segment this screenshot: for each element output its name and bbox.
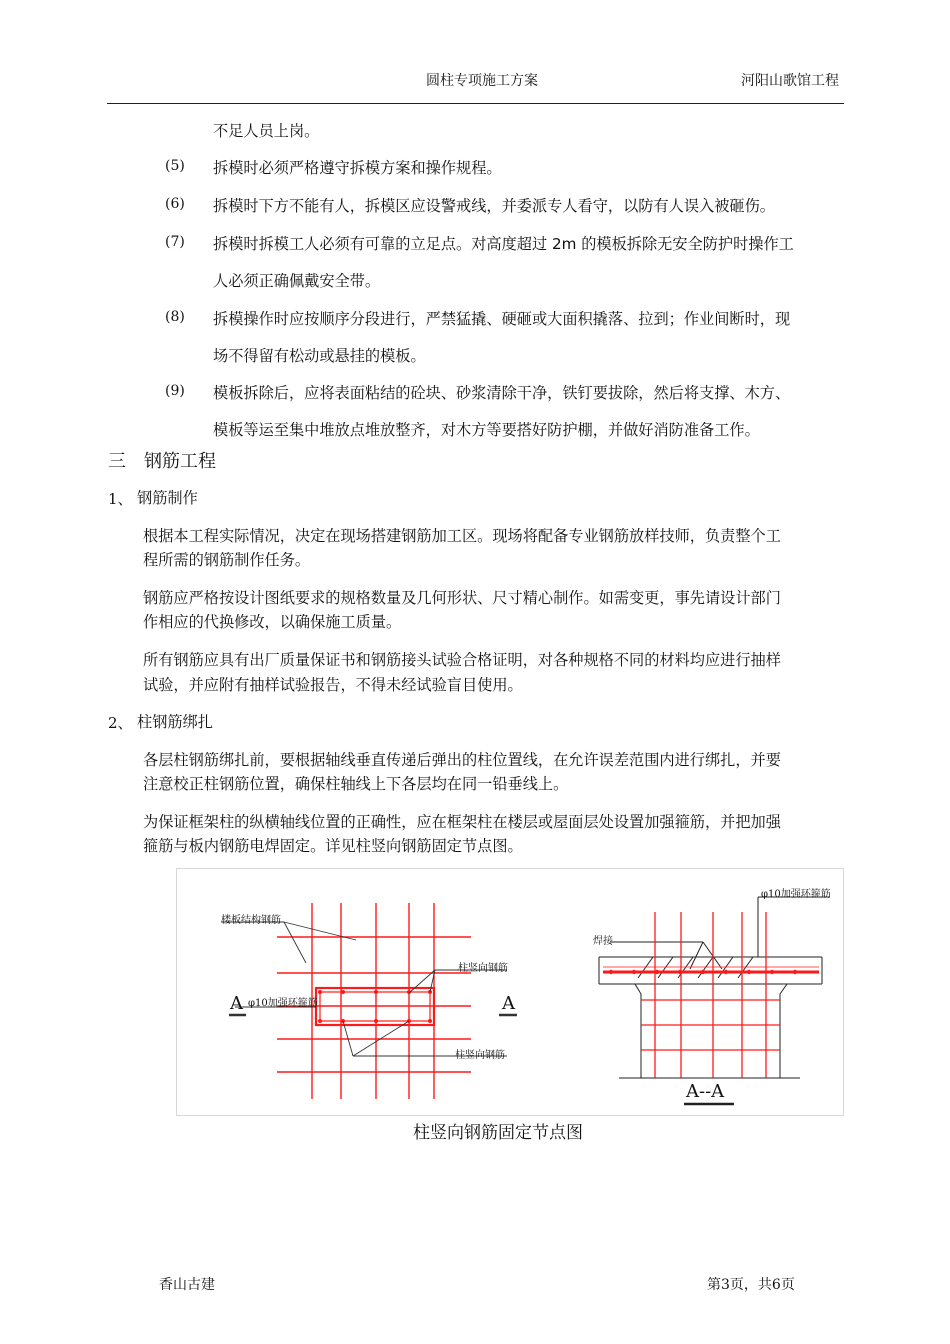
list-item-text: 拆模时下方不能有人，拆模区应设警戒线，并委派专人看守，以防有人误入被砸伤。 xyxy=(213,197,775,215)
footer-page-number: 第3页，共6页 xyxy=(707,1277,795,1293)
list-item-continued: 不足人员上岗。 xyxy=(213,122,320,140)
label-slab-rebar: 楼板结构钢筋 xyxy=(221,915,281,926)
label-section-right: A xyxy=(502,993,515,1014)
subsection-title: 钢筋制作 xyxy=(137,489,198,507)
list-item-text: 拆模操作时应按顺序分段进行，严禁猛撬、硬砸或大面积撬落、拉到；作业间断时，现 xyxy=(213,310,791,328)
label-weld: 焊接 xyxy=(593,936,613,947)
label-section-aa: A--A xyxy=(686,1081,725,1102)
subsection-title: 柱钢筋绑扎 xyxy=(137,713,213,731)
section-view xyxy=(599,897,830,1104)
paragraph-line: 作相应的代换修改，以确保施工质量。 xyxy=(143,613,402,631)
header-title: 圆柱专项施工方案 xyxy=(426,73,538,89)
list-item-number: (5) xyxy=(165,158,185,174)
list-item-number: (8) xyxy=(165,309,185,325)
label-vertical-rebar-top: 柱竖向钢筋 xyxy=(458,963,508,974)
label-hoop-left: φ10加强环箍筋 xyxy=(248,998,318,1009)
label-vertical-rebar-bottom: 柱竖向钢筋 xyxy=(455,1050,505,1061)
label-hoop-right: φ10加强环箍筋 xyxy=(761,889,831,900)
list-item-number: (7) xyxy=(165,234,185,250)
subsection-number: 1、 xyxy=(108,490,133,508)
paragraph-line: 注意校正柱钢筋位置，确保柱轴线上下各层均在同一铅垂线上。 xyxy=(143,775,569,793)
footer-company: 香山古建 xyxy=(159,1277,215,1293)
section-number: 三 xyxy=(108,451,126,472)
list-item-text: 模板等运至集中堆放点堆放整齐，对木方等要搭好防护棚，并做好消防准备工作。 xyxy=(213,421,760,439)
list-item-text: 模板拆除后，应将表面粘结的砼块、砂浆清除干净，铁钉要拔除，然后将支撑、木方、 xyxy=(213,384,791,402)
paragraph-line: 根据本工程实际情况，决定在现场搭建钢筋加工区。现场将配备专业钢筋放样技师，负责整个工 xyxy=(143,527,781,545)
list-item-text: 人必须正确佩戴安全带。 xyxy=(213,272,381,290)
list-item-number: (6) xyxy=(165,196,185,212)
paragraph-line: 箍筋与板内钢筋电焊固定。详见柱竖向钢筋固定节点图。 xyxy=(143,837,523,855)
figure-caption: 柱竖向钢筋固定节点图 xyxy=(413,1123,583,1143)
paragraph-line: 各层柱钢筋绑扎前，要根据轴线垂直传递后弹出的柱位置线，在允许误差范围内进行绑扎，并要 xyxy=(143,751,781,769)
list-item-number: (9) xyxy=(165,383,185,399)
paragraph-line: 所有钢筋应具有出厂质量保证书和钢筋接头试验合格证明，对各种规格不同的材料均应进行抽样 xyxy=(143,651,781,669)
subsection-number: 2、 xyxy=(108,714,133,732)
label-section-left: A xyxy=(230,993,243,1014)
list-item-text: 场不得留有松动或悬挂的模板。 xyxy=(213,347,426,365)
paragraph-line: 钢筋应严格按设计图纸要求的规格数量及几何形状、尺寸精心制作。如需变更，事先请设计部门 xyxy=(143,589,781,607)
paragraph-line: 为保证框架柱的纵横轴线位置的正确性，应在框架柱在楼层或屋面层处设置加强箍筋，并把加强 xyxy=(143,813,781,831)
list-item-text: 拆模时拆模工人必须有可靠的立足点。对高度超过 2m 的模板拆除无安全防护时操作工 xyxy=(213,235,794,253)
section-title: 钢筋工程 xyxy=(144,451,216,472)
header-project: 河阳山歌馆工程 xyxy=(741,73,839,89)
paragraph-line: 程所需的钢筋制作任务。 xyxy=(143,551,311,569)
list-item-text: 拆模时必须严格遵守拆模方案和操作规程。 xyxy=(213,159,502,177)
paragraph-line: 试验，并应附有抽样试验报告，不得未经试验盲目使用。 xyxy=(143,676,523,694)
